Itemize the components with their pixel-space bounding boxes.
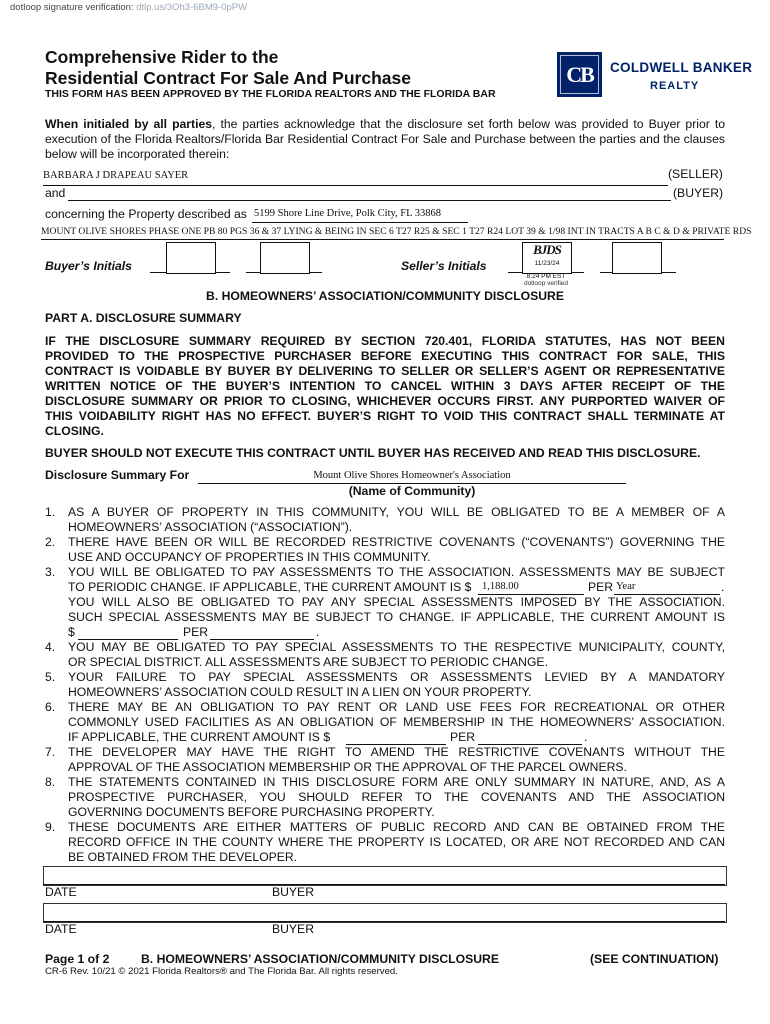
- item-number: 3.: [45, 565, 56, 579]
- title-line-1: Comprehensive Rider to the: [45, 47, 279, 67]
- item-text: YOU WILL ALSO BE OBLIGATED TO PAY ANY SPECIAL ASSESSMENTS IMPOSED BY THE ASSOCIATION.: [68, 595, 725, 609]
- sellers-initials-label: Seller’s Initials: [401, 259, 487, 273]
- intro-line-2: execution of the Florida Realtors/Florida Bar Residential Contract For Sale and Purchase between the parties and the clauses: [45, 132, 725, 146]
- item-text: TO PERIODIC CHANGE. IF APPLICABLE, THE CURRENT AMOUNT IS $: [68, 580, 472, 594]
- buyer-notice: BUYER SHOULD NOT EXECUTE THIS CONTRACT UNTIL BUYER HAS RECEIVED AND READ THIS DISCLOSURE.: [45, 446, 701, 460]
- disclosure-item-7: [45, 745, 725, 775]
- item-text: USE AND OCCUPANCY OF PROPERTIES IN THIS COMMUNITY.: [68, 550, 431, 564]
- warning-line: CONTRACT IS VOIDABLE BY BUYER BY DELIVERING TO SELLER OR SELLER’S AGENT OR REPRESENTATIVE: [45, 364, 725, 378]
- assessment-period-field[interactable]: Year: [616, 581, 636, 592]
- seller-initials-box-2[interactable]: [612, 242, 662, 274]
- verification-label: dotloop signature verification:: [10, 2, 134, 13]
- community-caption: (Name of Community): [348, 484, 476, 498]
- section-title: B. HOMEOWNERS’ ASSOCIATION/COMMUNITY DISCLOSURE: [206, 289, 564, 303]
- logo-monogram: CB: [566, 62, 593, 87]
- item-text: COMMONLY USED FACILITIES AS AN OBLIGATION OF MEMBERSHIP IN THE HOMEOWNERS’ ASSOCIATION.: [68, 715, 725, 729]
- signature-line-1: [43, 884, 725, 885]
- title-line-2: Residential Contract For Sale And Purchase: [45, 68, 411, 88]
- item-text: APPROVAL OF THE ASSOCIATION MEMBERSHIP OR THE APPROVAL OF THE PARCEL OWNERS.: [68, 760, 627, 774]
- item-number: 1.: [45, 505, 56, 519]
- footer-continuation: (SEE CONTINUATION): [590, 952, 719, 966]
- seller-name-field[interactable]: BARBARA J DRAPEAU SAYER: [43, 170, 189, 181]
- summary-label: Disclosure Summary For: [45, 468, 190, 482]
- legal-description-line: [41, 239, 724, 240]
- item-number: 6.: [45, 700, 56, 714]
- buyer-label-1: BUYER: [272, 885, 314, 899]
- warning-line: DISCLOSURE SUMMARY OR PRIOR TO CLOSING, WHICHEVER OCCURS FIRST. ANY PURPORTED WAIVER OF: [45, 394, 725, 408]
- item-text: THERE HAVE BEEN OR WILL BE RECORDED RESTRICTIVE COVENANTS (“COVENANTS”) GOVERNING THE: [68, 535, 725, 549]
- assessment-period-line: [614, 594, 720, 595]
- item-text: SUCH SPECIAL ASSESSMENTS MAY BE SUBJECT TO CHANGE. IF APPLICABLE, THE CURRENT AMOUNT IS: [68, 610, 725, 624]
- date-label-2: DATE: [45, 922, 77, 936]
- buyer-name-line: [68, 200, 671, 201]
- assessment-amount-field[interactable]: 1,188.00: [482, 581, 519, 592]
- disclosure-item-2: [45, 535, 725, 565]
- warning-line: THIS VOIDABILITY RIGHT HAS NO EFFECT. BUYER’S RIGHT TO VOID THIS CONTRACT SHALL TERMINATE AT: [45, 409, 725, 423]
- item-text: YOU WILL BE OBLIGATED TO PAY ASSESSMENTS TO THE ASSOCIATION. ASSESSMENTS MAY BE SUBJECT: [68, 565, 725, 579]
- buyer-initials-box-2[interactable]: [260, 242, 310, 274]
- seller-name-line: [43, 185, 668, 186]
- buyer-label-2: BUYER: [272, 922, 314, 936]
- and-label: and: [45, 186, 66, 200]
- property-address-field[interactable]: 5199 Shore Line Drive, Polk City, FL 33868: [254, 208, 442, 219]
- per-label: PER: [450, 730, 476, 744]
- item-number: 9.: [45, 820, 56, 834]
- per-label: PER: [588, 580, 614, 594]
- logo-brand-name: COLDWELL BANKER: [610, 60, 753, 75]
- item-number: 5.: [45, 670, 56, 684]
- period-mark: .: [721, 580, 725, 594]
- disclosure-item-4: [45, 640, 725, 670]
- buyer-signature-field-2[interactable]: [43, 903, 727, 923]
- logo-brand-sub: REALTY: [650, 80, 700, 92]
- per-label: PER: [183, 625, 209, 639]
- disclosure-item-6: [45, 700, 725, 745]
- dollar-sign: $: [68, 625, 75, 639]
- buyer-signature-field-1[interactable]: [43, 866, 727, 886]
- buyer-label: (BUYER): [673, 186, 724, 200]
- footer-page-number: Page 1 of 2: [45, 952, 110, 966]
- item-text: AS A BUYER OF PROPERTY IN THIS COMMUNITY, YOU WILL BE OBLIGATED TO BE A MEMBER OF A: [68, 505, 725, 519]
- date-label-1: DATE: [45, 885, 77, 899]
- seller-initials-time: 8:24 PM EST: [526, 273, 566, 280]
- item-text: BE OBTAINED FROM THE DEVELOPER.: [68, 850, 298, 864]
- intro-line-1: , the parties acknowledge that the disclosure set forth below was provided to Buyer prior to: [212, 117, 725, 131]
- item-text: RECORD OFFICE IN THE COUNTY WHERE THE PROPERTY IS LOCATED, OR ARE NOT RECORDED AND CAN: [68, 835, 725, 849]
- item-text: THESE DOCUMENTS ARE EITHER MATTERS OF PUBLIC RECORD AND CAN BE OBTAINED FROM THE: [68, 820, 725, 834]
- legal-description-field[interactable]: MOUNT OLIVE SHORES PHASE ONE PB 80 PGS 36 & 37 LYING & BEING IN SEC 6 T27 R25 & SEC 1 T27 R24 LOT 39 & 1/98 INT IN TRACTS A B C & D & PRIVATE RDS: [41, 226, 752, 237]
- warning-line: WRITTEN NOTICE OF THE BUYER’S INTENTION TO CANCEL WITHIN 3 DAYS AFTER RECEIPT OF THE: [45, 379, 725, 393]
- disclosure-item-3: [45, 565, 725, 640]
- voidability-warning: [45, 334, 725, 439]
- item-text: THE STATEMENTS CONTAINED IN THIS DISCLOSURE FORM ARE ONLY SUMMARY IN NATURE, AND, AS A: [68, 775, 725, 789]
- item-text: THERE MAY BE AN OBLIGATION TO PAY RENT OR LAND USE FEES FOR RECREATIONAL OR OTHER: [68, 700, 725, 714]
- form-title: [45, 47, 411, 89]
- intro-paragraph: [45, 117, 725, 162]
- item-number: 8.: [45, 775, 56, 789]
- disclosure-item-9: [45, 820, 725, 865]
- disclosure-item-8: [45, 775, 725, 820]
- warning-line: IF THE DISCLOSURE SUMMARY REQUIRED BY SECTION 720.401, FLORIDA STATUTES, HAS NOT BEEN: [45, 334, 725, 348]
- item-text: YOUR FAILURE TO PAY SPECIAL ASSESSMENTS OR ASSESSMENTS LEVIED BY A MANDATORY: [68, 670, 725, 684]
- dotloop-verified-stamp: dotloop verified: [523, 280, 569, 287]
- item-text: PROSPECTIVE PURCHASER, YOU SHOULD REFER TO THE COVENANTS AND THE ASSOCIATION: [68, 790, 725, 804]
- logo-frame: [560, 55, 599, 94]
- property-label: concerning the Property described as: [45, 207, 247, 221]
- period-mark: .: [584, 730, 588, 744]
- buyer-initials-box-1[interactable]: [166, 242, 216, 274]
- warning-line: PROVIDED TO THE PROSPECTIVE PURCHASER BEFORE EXECUTING THIS CONTRACT FOR SALE, THIS: [45, 349, 725, 363]
- footer-copyright: CR-6 Rev. 10/21 © 2021 Florida Realtors® and The Florida Bar. All rights reserved.: [45, 966, 398, 977]
- item-text: OR SPECIAL DISTRICT. ALL ASSESSMENTS ARE SUBJECT TO PERIODIC CHANGE.: [68, 655, 548, 669]
- disclosure-item-1: [45, 505, 725, 535]
- period-mark: .: [316, 625, 320, 639]
- signature-line-2: [43, 921, 725, 922]
- item-text: HOMEOWNERS’ ASSOCIATION COULD RESULT IN A LIEN ON YOUR PROPERTY.: [68, 685, 532, 699]
- warning-line: CLOSING.: [45, 424, 104, 438]
- buyers-initials-label: Buyer’s Initials: [45, 259, 132, 273]
- item-number: 4.: [45, 640, 56, 654]
- part-a-heading: PART A. DISCLOSURE SUMMARY: [45, 311, 242, 325]
- item-text: HOMEOWNERS’ ASSOCIATION (“ASSOCIATION”).: [68, 520, 353, 534]
- footer-section: B. HOMEOWNERS’ ASSOCIATION/COMMUNITY DISCLOSURE: [141, 952, 499, 966]
- dotloop-verification: [10, 2, 247, 13]
- item-text: IF APPLICABLE, THE CURRENT AMOUNT IS $: [68, 730, 331, 744]
- property-address-line: [252, 222, 468, 223]
- seller-initials-box-1[interactable]: [522, 242, 572, 274]
- item-text: THE DEVELOPER MAY HAVE THE RIGHT TO AMEND THE RESTRICTIVE COVENANTS WITHOUT THE: [68, 745, 725, 759]
- coldwell-banker-logo-mark: [557, 52, 602, 97]
- assessment-amount-line: [478, 594, 584, 595]
- intro-line-3: below will be incorporated therein:: [45, 147, 230, 161]
- seller-initials-signature: BJDS: [533, 242, 561, 257]
- seller-label: (SELLER): [668, 167, 723, 181]
- item-text: YOU MAY BE OBLIGATED TO PAY SPECIAL ASSESSMENTS TO THE RESPECTIVE MUNICIPALITY, COUNTY,: [68, 640, 725, 654]
- item-number: 2.: [45, 535, 56, 549]
- seller-initials-date: 11/23/24: [534, 260, 560, 267]
- disclosure-item-5: [45, 670, 725, 700]
- intro-lead: When initialed by all parties: [45, 117, 213, 131]
- item-number: 7.: [45, 745, 56, 759]
- approval-notice: THIS FORM HAS BEEN APPROVED BY THE FLORIDA REALTORS AND THE FLORIDA BAR: [45, 88, 496, 100]
- item-text: GOVERNING DOCUMENTS BEFORE PURCHASING PROPERTY.: [68, 805, 435, 819]
- community-name-field[interactable]: Mount Olive Shores Homeowner's Association: [313, 470, 511, 481]
- verification-link[interactable]: dtlp.us/3Oh3-6BM9-0pPW: [136, 2, 248, 13]
